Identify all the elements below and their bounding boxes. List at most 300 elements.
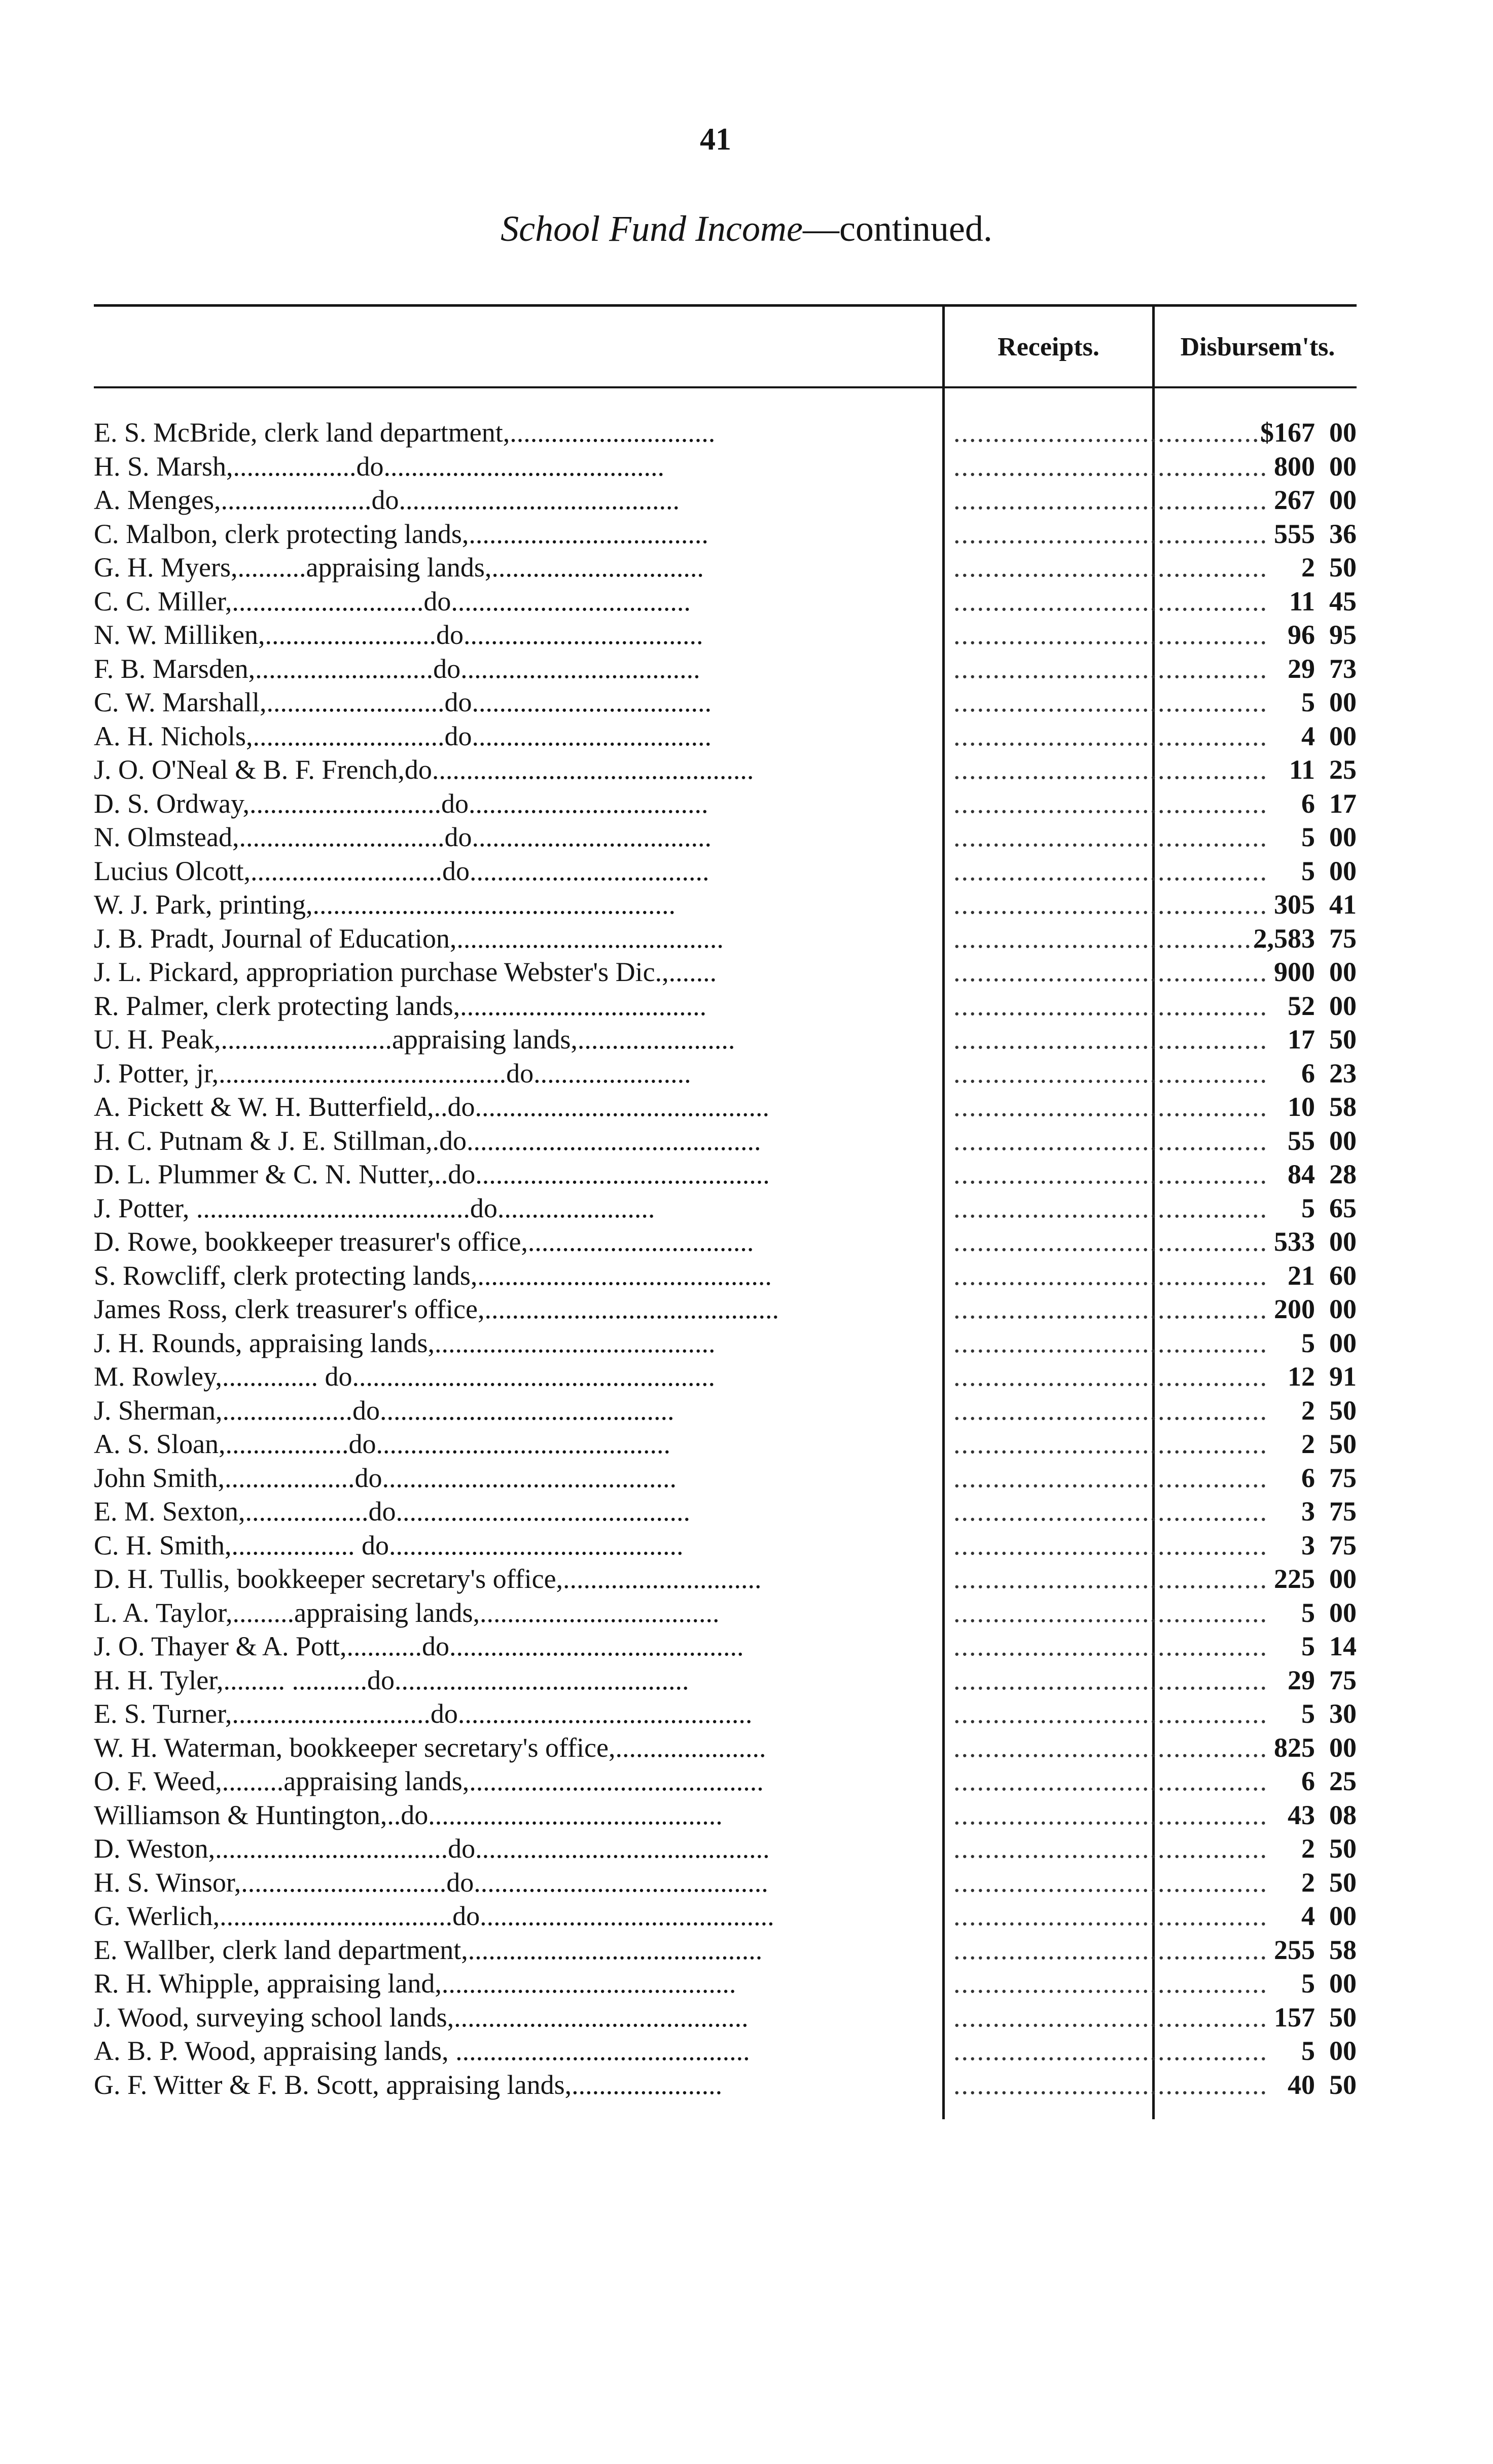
disbursement-amount: [1161, 483, 1357, 517]
amount-dollars: 5: [1301, 1698, 1315, 1729]
payee-entry: H. S. Winsor,..............................do...........................................: [94, 1867, 768, 1898]
ledger-row: [0, 1191, 1493, 1225]
receipt-cell-leader: ........................................: [953, 653, 1268, 684]
amount-cents: 00: [1329, 957, 1357, 987]
payee-entry: J. H. Rounds, appraising lands,.........................................: [94, 1327, 716, 1358]
disbursement-amount: [1161, 1731, 1357, 1765]
payee-entry: J. O. O'Neal & B. F. French,do...............................................: [94, 754, 754, 785]
amount-cents: 28: [1329, 1159, 1357, 1189]
disbursement-amount: [1161, 1866, 1357, 1900]
disbursement-amount: [1161, 652, 1357, 686]
receipt-cell-leader: ........................................: [953, 1564, 1268, 1594]
ledger-row: [0, 1933, 1493, 1967]
amount-cents: 75: [1329, 1664, 1357, 1695]
payee-entry: John Smith,...................do...........................................: [94, 1462, 677, 1493]
ledger-row: [0, 1697, 1493, 1731]
receipt-cell-leader: ........................................: [953, 518, 1268, 549]
amount-dollars: 6: [1301, 788, 1315, 819]
payee-entry: H. C. Putnam & J. E. Stillman,.do...........................................: [94, 1125, 761, 1156]
ledger-row: [0, 1629, 1493, 1663]
disbursement-amount: [1161, 2001, 1357, 2035]
receipt-cell-leader: ........................................: [953, 1496, 1268, 1527]
ledger-row: [0, 2034, 1493, 2068]
ledger-row: [0, 1798, 1493, 1832]
amount-dollars: 267: [1274, 485, 1315, 515]
receipts-column-header: Receipts.: [998, 333, 1099, 361]
ledger-row: [0, 1326, 1493, 1360]
amount-cents: 00: [1329, 687, 1357, 717]
payee-entry: J. Potter, ........................................do.......................: [94, 1192, 655, 1223]
payee-entry: D. S. Ordway,............................do...................................: [94, 788, 708, 819]
receipt-cell-leader: ........................................: [953, 1092, 1268, 1122]
amount-dollars: 2: [1301, 1867, 1315, 1898]
amount-dollars: 5: [1301, 822, 1315, 852]
amount-dollars: 2: [1301, 552, 1315, 583]
disbursement-amount: [1161, 1562, 1357, 1596]
receipt-cell-leader: ........................................: [953, 1934, 1268, 1965]
receipt-cell-leader: ........................................: [953, 2002, 1268, 2033]
payee-entry: A. H. Nichols,............................do...................................: [94, 720, 712, 751]
payee-entry: R. Palmer, clerk protecting lands,....................................: [94, 990, 707, 1021]
payee-entry: J. Wood, surveying school lands,...........................................: [94, 2002, 749, 2033]
payee-entry: W. J. Park, printing,.....................................................: [94, 889, 676, 920]
disbursement-amount: [1161, 1899, 1357, 1933]
disbursement-amount: [1161, 2068, 1357, 2102]
disbursement-amount: [1161, 2034, 1357, 2068]
amount-cents: 50: [1329, 552, 1357, 583]
ledger-row: [0, 1461, 1493, 1495]
receipt-cell-leader: ........................................: [953, 1395, 1268, 1426]
disbursement-amount: [1161, 1326, 1357, 1360]
disbursement-amount: [1161, 1292, 1357, 1326]
disbursement-amount: [1161, 1697, 1357, 1731]
payee-entry: S. Rowcliff, clerk protecting lands,...........................................: [94, 1260, 772, 1291]
amount-cents: 00: [1329, 822, 1357, 852]
payee-entry: G. F. Witter & F. B. Scott, appraising lands,......................: [94, 2069, 723, 2100]
disbursement-amount: [1161, 1967, 1357, 2001]
amount-dollars: 96: [1288, 620, 1315, 650]
ledger-row: [0, 888, 1493, 922]
amount-dollars: 10: [1288, 1092, 1315, 1122]
amount-cents: 50: [1329, 1395, 1357, 1426]
amount-dollars: 5: [1301, 855, 1315, 886]
ledger-row: [0, 1259, 1493, 1293]
receipt-cell-leader: ........................................: [953, 552, 1268, 583]
receipt-cell-leader: ........................................: [953, 720, 1268, 751]
receipt-cell-leader: ........................................: [953, 923, 1268, 954]
amount-cents: 00: [1329, 1564, 1357, 1594]
payee-entry: M. Rowley,.............. do.....................................................: [94, 1361, 715, 1392]
payee-entry: R. H. Whipple, appraising land,...........................................: [94, 1968, 736, 1999]
amount-dollars: 21: [1288, 1260, 1315, 1291]
receipt-cell-leader: ........................................: [953, 687, 1268, 717]
disbursement-amount: [1161, 888, 1357, 922]
disbursement-amount: [1161, 1495, 1357, 1529]
payee-entry: J. Sherman,...................do...........................................: [94, 1395, 674, 1426]
amount-cents: 58: [1329, 1934, 1357, 1965]
amount-dollars: 533: [1274, 1226, 1315, 1257]
amount-dollars: 900: [1274, 957, 1315, 987]
ledger-row: [0, 922, 1493, 956]
amount-dollars: 225: [1274, 1564, 1315, 1594]
ledger-row: [0, 1360, 1493, 1394]
receipt-cell-leader: ........................................: [953, 1732, 1268, 1763]
amount-dollars: 40: [1288, 2069, 1315, 2100]
payee-entry: F. B. Marsden,..........................do...................................: [94, 653, 700, 684]
amount-dollars: 2,583: [1253, 923, 1315, 954]
amount-dollars: 5: [1301, 687, 1315, 717]
disbursement-amount: [1161, 1023, 1357, 1057]
amount-dollars: 6: [1301, 1766, 1315, 1796]
payee-entry: Lucius Olcott,............................do...................................: [94, 855, 709, 886]
amount-dollars: 12: [1288, 1361, 1315, 1392]
receipt-cell-leader: ........................................: [953, 1125, 1268, 1156]
payee-entry: J. Potter, jr,..........................................do.......................: [94, 1058, 691, 1089]
ledger-row: [0, 1157, 1493, 1191]
amount-dollars: 5: [1301, 2036, 1315, 2066]
ledger-row: [0, 685, 1493, 719]
ledger-row: [0, 2068, 1493, 2102]
disbursement-amount: [1161, 1529, 1357, 1563]
payee-entry: C. W. Marshall,..........................do...................................: [94, 687, 712, 717]
disbursement-amount: [1161, 685, 1357, 719]
amount-cents: 50: [1329, 2069, 1357, 2100]
ledger-row: [0, 787, 1493, 821]
amount-dollars: 825: [1274, 1732, 1315, 1763]
payee-entry: N. Olmstead,..............................do...................................: [94, 822, 712, 852]
payee-entry: Williamson & Huntington,..do...........................................: [94, 1799, 723, 1830]
amount-dollars: 5: [1301, 1192, 1315, 1223]
disbursement-amount: [1161, 719, 1357, 753]
receipt-cell-leader: ........................................: [953, 485, 1268, 515]
amount-dollars: 3: [1301, 1530, 1315, 1561]
receipt-cell-leader: ........................................: [953, 586, 1268, 617]
disbursement-amount: [1161, 1191, 1357, 1225]
payee-entry: D. L. Plummer & C. N. Nutter,..do...........................................: [94, 1159, 770, 1189]
disbursement-amount: [1161, 517, 1357, 551]
amount-dollars: 5: [1301, 1968, 1315, 1999]
payee-entry: L. A. Taylor,.........appraising lands,...................................: [94, 1597, 720, 1628]
payee-entry: James Ross, clerk treasurer's office,...........................................: [94, 1294, 779, 1324]
payee-entry: D. Weston,..................................do...........................................: [94, 1833, 770, 1864]
ledger-row: [0, 1832, 1493, 1866]
amount-cents: 25: [1329, 1766, 1357, 1796]
amount-cents: 00: [1329, 1327, 1357, 1358]
receipt-cell-leader: ........................................: [953, 1530, 1268, 1561]
receipt-cell-leader: ........................................: [953, 620, 1268, 650]
payee-entry: A. S. Sloan,..................do...........................................: [94, 1429, 671, 1459]
amount-dollars: 2: [1301, 1395, 1315, 1426]
receipt-cell-leader: ........................................: [953, 1058, 1268, 1089]
ledger-row: [0, 989, 1493, 1023]
amount-dollars: 52: [1288, 990, 1315, 1021]
page-number: 41: [700, 122, 731, 157]
receipt-cell-leader: ........................................: [953, 1901, 1268, 1931]
amount-dollars: 800: [1274, 451, 1315, 482]
amount-cents: 00: [1329, 1597, 1357, 1628]
disbursement-amount: [1161, 416, 1357, 450]
disbursement-amount: [1161, 1090, 1357, 1124]
ledger-row: [0, 551, 1493, 585]
amount-cents: 00: [1329, 1968, 1357, 1999]
amount-cents: 08: [1329, 1799, 1357, 1830]
amount-cents: 73: [1329, 653, 1357, 684]
disbursement-amount: [1161, 787, 1357, 821]
amount-cents: 00: [1329, 1294, 1357, 1324]
disbursement-amount: [1161, 989, 1357, 1023]
disbursement-amount: [1161, 820, 1357, 854]
amount-dollars: 6: [1301, 1462, 1315, 1493]
receipt-cell-leader: ........................................: [953, 2036, 1268, 2066]
receipt-cell-leader: ........................................: [953, 1159, 1268, 1189]
receipt-cell-leader: ........................................: [953, 1631, 1268, 1661]
amount-cents: 65: [1329, 1192, 1357, 1223]
payee-entry: A. Pickett & W. H. Butterfield,..do...........................................: [94, 1092, 769, 1122]
receipt-cell-leader: ........................................: [953, 754, 1268, 785]
disbursement-amount: [1161, 1394, 1357, 1428]
ledger-row: [0, 820, 1493, 854]
disbursement-amount: [1161, 1629, 1357, 1663]
ledger-row: [0, 1967, 1493, 2001]
ledger-row: [0, 753, 1493, 787]
ledger-row: [0, 955, 1493, 989]
receipt-cell-leader: ........................................: [953, 1597, 1268, 1628]
payee-entry: H. S. Marsh,..................do.........................................: [94, 451, 665, 482]
ledger-row: [0, 1731, 1493, 1765]
header-bottom-rule: [94, 386, 1357, 388]
payee-entry: A. B. P. Wood, appraising lands, ...........................................: [94, 2036, 750, 2066]
disbursement-amount: [1161, 955, 1357, 989]
disbursement-amount: [1161, 1933, 1357, 1967]
payee-entry: G. H. Myers,..........appraising lands,...............................: [94, 552, 704, 583]
top-rule: [94, 304, 1357, 307]
disbursement-amount: [1161, 1157, 1357, 1191]
receipt-cell-leader: ........................................: [953, 990, 1268, 1021]
amount-cents: 60: [1329, 1260, 1357, 1291]
ledger-row: [0, 1764, 1493, 1798]
disbursement-amount: [1161, 753, 1357, 787]
amount-cents: 95: [1329, 620, 1357, 650]
disbursement-amount: [1161, 1360, 1357, 1394]
payee-entry: J. L. Pickard, appropriation purchase Webster's Dic.,.......: [94, 957, 717, 987]
ledger-row: [0, 1562, 1493, 1596]
receipt-cell-leader: ........................................: [953, 1260, 1268, 1291]
ledger-row: [0, 1427, 1493, 1461]
payee-entry: U. H. Peak,.........................appraising lands,.......................: [94, 1024, 735, 1055]
amount-dollars: 5: [1301, 1631, 1315, 1661]
receipt-cell-leader: ........................................: [953, 1361, 1268, 1392]
disbursement-amount: [1161, 1057, 1357, 1091]
receipt-cell-leader: ........................................: [953, 822, 1268, 852]
payee-entry: G. Werlich,..................................do...........................................: [94, 1901, 774, 1931]
ledger-row: [0, 450, 1493, 484]
amount-dollars: 4: [1301, 720, 1315, 751]
disbursement-amount: [1161, 1596, 1357, 1630]
amount-dollars: 5: [1301, 1597, 1315, 1628]
receipt-cell-leader: ........................................: [953, 2069, 1268, 2100]
amount-cents: 30: [1329, 1698, 1357, 1729]
title-italic: School Fund Income: [501, 208, 803, 249]
receipt-cell-leader: ........................................: [953, 1867, 1268, 1898]
amount-cents: 00: [1329, 720, 1357, 751]
amount-dollars: 5: [1301, 1327, 1315, 1358]
amount-cents: 23: [1329, 1058, 1357, 1089]
amount-dollars: 11: [1289, 754, 1315, 785]
amount-cents: 50: [1329, 1867, 1357, 1898]
ledger-row: [0, 1124, 1493, 1158]
ledger-row: [0, 719, 1493, 753]
amount-cents: 17: [1329, 788, 1357, 819]
amount-dollars: $167: [1260, 417, 1315, 448]
receipt-cell-leader: ........................................: [953, 1766, 1268, 1796]
amount-cents: 00: [1329, 855, 1357, 886]
disbursement-amount: [1161, 618, 1357, 652]
payee-entry: C. C. Miller,............................do...................................: [94, 586, 691, 617]
amount-cents: 58: [1329, 1092, 1357, 1122]
receipt-cell-leader: ........................................: [953, 451, 1268, 482]
receipt-cell-leader: ........................................: [953, 417, 1268, 448]
amount-dollars: 43: [1288, 1799, 1315, 1830]
receipt-cell-leader: ........................................: [953, 1226, 1268, 1257]
payee-entry: E. M. Sexton,..................do...........................................: [94, 1496, 691, 1527]
payee-entry: E. S. Turner,.............................do...........................................: [94, 1698, 753, 1729]
amount-cents: 00: [1329, 990, 1357, 1021]
amount-dollars: 2: [1301, 1833, 1315, 1864]
amount-cents: 00: [1329, 1226, 1357, 1257]
amount-cents: 75: [1329, 1462, 1357, 1493]
payee-entry: D. Rowe, bookkeeper treasurer's office,.................................: [94, 1226, 754, 1257]
ledger-row: [0, 2001, 1493, 2035]
amount-dollars: 2: [1301, 1429, 1315, 1459]
ledger-row: [0, 652, 1493, 686]
amount-cents: 25: [1329, 754, 1357, 785]
amount-cents: 00: [1329, 2036, 1357, 2066]
disbursement-amount: [1161, 1764, 1357, 1798]
ledger-row: [0, 1057, 1493, 1091]
disbursement-amount: [1161, 450, 1357, 484]
amount-cents: 50: [1329, 1833, 1357, 1864]
disbursement-amount: [1161, 551, 1357, 585]
disbursement-amount: [1161, 1124, 1357, 1158]
amount-dollars: 11: [1289, 586, 1315, 617]
amount-cents: 50: [1329, 1024, 1357, 1055]
ledger-row: [0, 416, 1493, 450]
amount-cents: 14: [1329, 1631, 1357, 1661]
payee-entry: A. Menges,......................do.........................................: [94, 485, 680, 515]
receipt-cell-leader: ........................................: [953, 1024, 1268, 1055]
ledger-row: [0, 1899, 1493, 1933]
amount-cents: 41: [1329, 889, 1357, 920]
amount-dollars: 555: [1274, 518, 1315, 549]
receipt-cell-leader: ........................................: [953, 855, 1268, 886]
amount-dollars: 4: [1301, 1901, 1315, 1931]
payee-entry: C. Malbon, clerk protecting lands,...................................: [94, 518, 708, 549]
disbursement-amount: [1161, 1259, 1357, 1293]
payee-entry: H. H. Tyler,......... ...........do...........................................: [94, 1664, 689, 1695]
disbursement-amount: [1161, 1832, 1357, 1866]
ledger-row: [0, 1866, 1493, 1900]
amount-dollars: 200: [1274, 1294, 1315, 1324]
receipt-cell-leader: ........................................: [953, 1968, 1268, 1999]
disbursement-amount: [1161, 1427, 1357, 1461]
amount-dollars: 17: [1288, 1024, 1315, 1055]
ledger-row: [0, 1529, 1493, 1563]
page-title: [0, 208, 1493, 250]
receipt-cell-leader: ........................................: [953, 1799, 1268, 1830]
disbursement-amount: [1161, 922, 1357, 956]
ledger-row: [0, 618, 1493, 652]
amount-dollars: 84: [1288, 1159, 1315, 1189]
amount-dollars: 305: [1274, 889, 1315, 920]
disbursement-amount: [1161, 585, 1357, 619]
amount-cents: 75: [1329, 1530, 1357, 1561]
receipt-cell-leader: ........................................: [953, 1833, 1268, 1864]
amount-cents: 00: [1329, 1732, 1357, 1763]
ledger-row: [0, 517, 1493, 551]
receipt-cell-leader: ........................................: [953, 957, 1268, 987]
amount-cents: 45: [1329, 586, 1357, 617]
receipt-cell-leader: ........................................: [953, 889, 1268, 920]
amount-cents: 36: [1329, 518, 1357, 549]
ledger-row: [0, 1090, 1493, 1124]
amount-cents: 00: [1329, 485, 1357, 515]
payee-entry: O. F. Weed,.........appraising lands,...........................................: [94, 1766, 764, 1796]
payee-entry: C. H. Smith,.................. do...........................................: [94, 1530, 684, 1561]
amount-dollars: 157: [1274, 2002, 1315, 2033]
ledger-row: [0, 483, 1493, 517]
amount-cents: 91: [1329, 1361, 1357, 1392]
receipt-cell-leader: ........................................: [953, 788, 1268, 819]
amount-cents: 50: [1329, 1429, 1357, 1459]
amount-dollars: 29: [1288, 1664, 1315, 1695]
ledger-rows: [0, 416, 1493, 2101]
receipt-cell-leader: ........................................: [953, 1294, 1268, 1324]
receipt-cell-leader: ........................................: [953, 1698, 1268, 1729]
amount-cents: 00: [1329, 417, 1357, 448]
amount-dollars: 3: [1301, 1496, 1315, 1527]
payee-entry: W. H. Waterman, bookkeeper secretary's office,......................: [94, 1732, 766, 1763]
ledger-row: [0, 854, 1493, 888]
ledger-row: [0, 585, 1493, 619]
receipt-cell-leader: ........................................: [953, 1462, 1268, 1493]
amount-dollars: 29: [1288, 653, 1315, 684]
payee-entry: E. Wallber, clerk land department,...........................................: [94, 1934, 763, 1965]
receipt-cell-leader: ........................................: [953, 1664, 1268, 1695]
payee-entry: N. W. Milliken,.........................do...................................: [94, 620, 703, 650]
ledger-row: [0, 1495, 1493, 1529]
ledger-row: [0, 1663, 1493, 1697]
ledger-row: [0, 1225, 1493, 1259]
payee-entry: E. S. McBride, clerk land department,..............................: [94, 417, 716, 448]
amount-dollars: 55: [1288, 1125, 1315, 1156]
disbursement-amount: [1161, 1663, 1357, 1697]
disbursements-column-header: Disbursem'ts.: [1180, 333, 1335, 361]
amount-cents: 00: [1329, 1125, 1357, 1156]
receipt-cell-leader: ........................................: [953, 1192, 1268, 1223]
disbursement-amount: [1161, 854, 1357, 888]
amount-dollars: 6: [1301, 1058, 1315, 1089]
title-rest: —continued.: [802, 208, 992, 249]
amount-cents: 75: [1329, 923, 1357, 954]
amount-cents: 00: [1329, 1901, 1357, 1931]
payee-entry: J. B. Pradt, Journal of Education,.......................................: [94, 923, 724, 954]
disbursement-amount: [1161, 1461, 1357, 1495]
payee-entry: J. O. Thayer & A. Pott,...........do...........................................: [94, 1631, 744, 1661]
disbursement-amount: [1161, 1225, 1357, 1259]
disbursement-amount: [1161, 1798, 1357, 1832]
receipt-cell-leader: ........................................: [953, 1327, 1268, 1358]
amount-cents: 00: [1329, 451, 1357, 482]
